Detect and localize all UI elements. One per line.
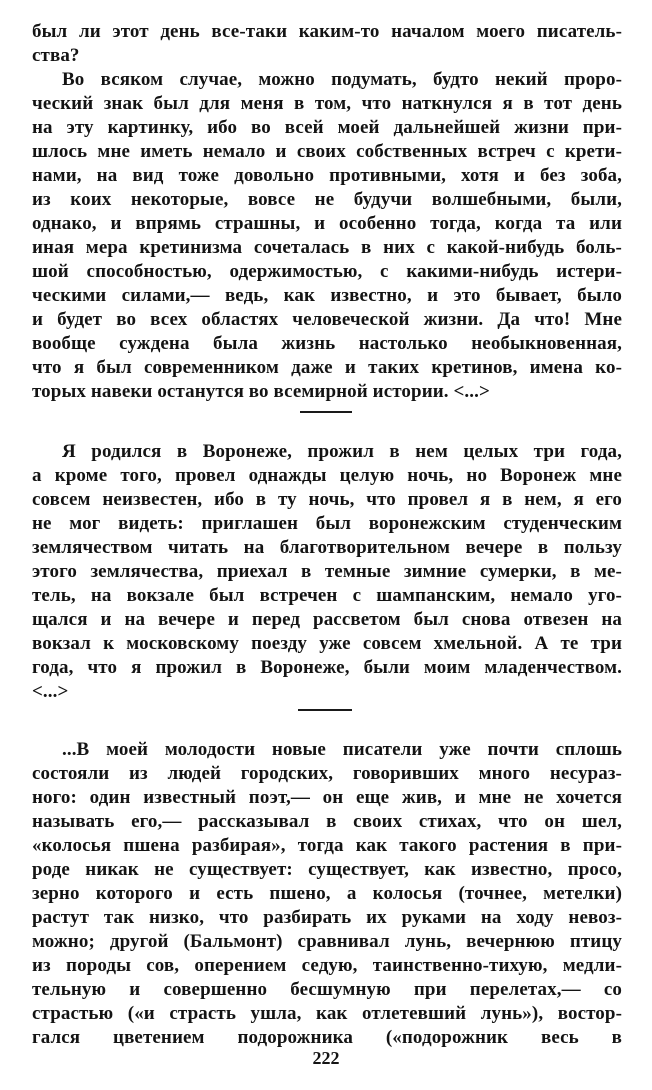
text-line: страстью («и страсть ушла, как отлетевший лунь»), востор-	[32, 1003, 622, 1024]
text-line: можно; другой (Бальмонт) сравнивал лунь, вечернюю птицу	[32, 931, 622, 952]
paragraph-prophetic-sign	[32, 68, 622, 404]
text-line: Я родился в Воронеже, прожил в нем целых три года,	[62, 441, 622, 462]
text-line: что я был современником даже и таких кретинов, имена ко-	[32, 357, 622, 378]
text-line: ного: один известный поэт,— он еще жив, и мне не хочется	[32, 787, 622, 808]
text-line: однако, и впрямь страшны, и особенно тогда, когда та или	[32, 213, 622, 234]
section-divider	[298, 709, 352, 711]
text-line: шлось мне иметь немало и своих собственных встреч с крети-	[32, 141, 622, 162]
text-line: а кроме того, провел однажды целую ночь, но Воронеж мне	[32, 465, 622, 486]
text-line: тельную и совершенно бесшумную при перелетах,— со	[32, 979, 622, 1000]
text-line: «колосья пшена разбирая», тогда как такого растения в при-	[32, 835, 622, 856]
text-line: зерно которого и есть пшено, а колосья (точнее, метелки)	[32, 883, 622, 904]
text-line: землячеством читать на благотворительном вечере в пользу	[32, 537, 622, 558]
text-line: состояли из людей городских, говоривших много несураз-	[32, 763, 622, 784]
text-line: был ли этот день все-таки каким-то началом моего писатель-	[32, 21, 622, 42]
section-divider	[300, 411, 352, 413]
text-line: нами, на вид тоже довольно противными, хотя и без зоба,	[32, 165, 622, 186]
text-line: щался и на вечере и перед рассветом был снова отвезен на	[32, 609, 622, 630]
text-line: вообще суждена была жизнь настолько необыкновенная,	[32, 333, 622, 354]
text-line: шой способностью, одержимостью, с какими-нибудь истери-	[32, 261, 622, 282]
text-line: года, что я прожил в Воронеже, были моим младенчеством.	[32, 657, 622, 678]
text-line: совсем неизвестен, ибо в ту ночь, что провел я в нем, я его	[32, 489, 622, 510]
text-line: вокзал к московскому поезду уже совсем хмельной. А те три	[32, 633, 622, 654]
text-line: из породы сов, оперением седую, таинственно-тихую, медли-	[32, 955, 622, 976]
text-line: <...>	[32, 681, 69, 702]
text-line: торых навеки останутся во всемирной истории. <...>	[32, 381, 490, 402]
text-line: ства?	[32, 45, 80, 66]
text-line: из коих некоторые, вовсе не будучи волшебными, были,	[32, 189, 622, 210]
text-line: не мог видеть: приглашен был воронежским студенческим	[32, 513, 622, 534]
text-line: растут так низко, что разбирать их руками на ходу невоз-	[32, 907, 622, 928]
paragraph-continuation	[32, 20, 622, 68]
page-number: 222	[312, 1048, 340, 1068]
text-line: иная мера кретинизма сочеталась в них с какой-нибудь боль-	[32, 237, 622, 258]
text-line: тель, на вокзале был встречен с шампанским, немало уго-	[32, 585, 622, 606]
paragraph-voronezh	[32, 440, 622, 704]
text-line: этого землячества, приехал в темные зимние сумерки, в ме-	[32, 561, 622, 582]
text-line: называть его,— рассказывал в своих стихах, что он шел,	[32, 811, 622, 832]
text-line: и будет во всех областях человеческой жизни. Да что! Мне	[32, 309, 622, 330]
text-line: ческими силами,— ведь, как известно, и это бывает, было	[32, 285, 622, 306]
text-line: роде никак не существует: существует, как известно, просо,	[32, 859, 622, 880]
text-line: Во всяком случае, можно подумать, будто некий проро-	[62, 69, 622, 90]
text-line: на эту картинку, ибо во всей моей дальнейшей жизни при-	[32, 117, 622, 138]
text-line: ...В моей молодости новые писатели уже почти сплошь	[62, 739, 622, 760]
paragraph-youth	[32, 738, 622, 1050]
text-line: гался цветением подорожника («подорожник весь в	[32, 1027, 622, 1048]
text-line: ческий знак был для меня в том, что наткнулся я в тот день	[32, 93, 622, 114]
